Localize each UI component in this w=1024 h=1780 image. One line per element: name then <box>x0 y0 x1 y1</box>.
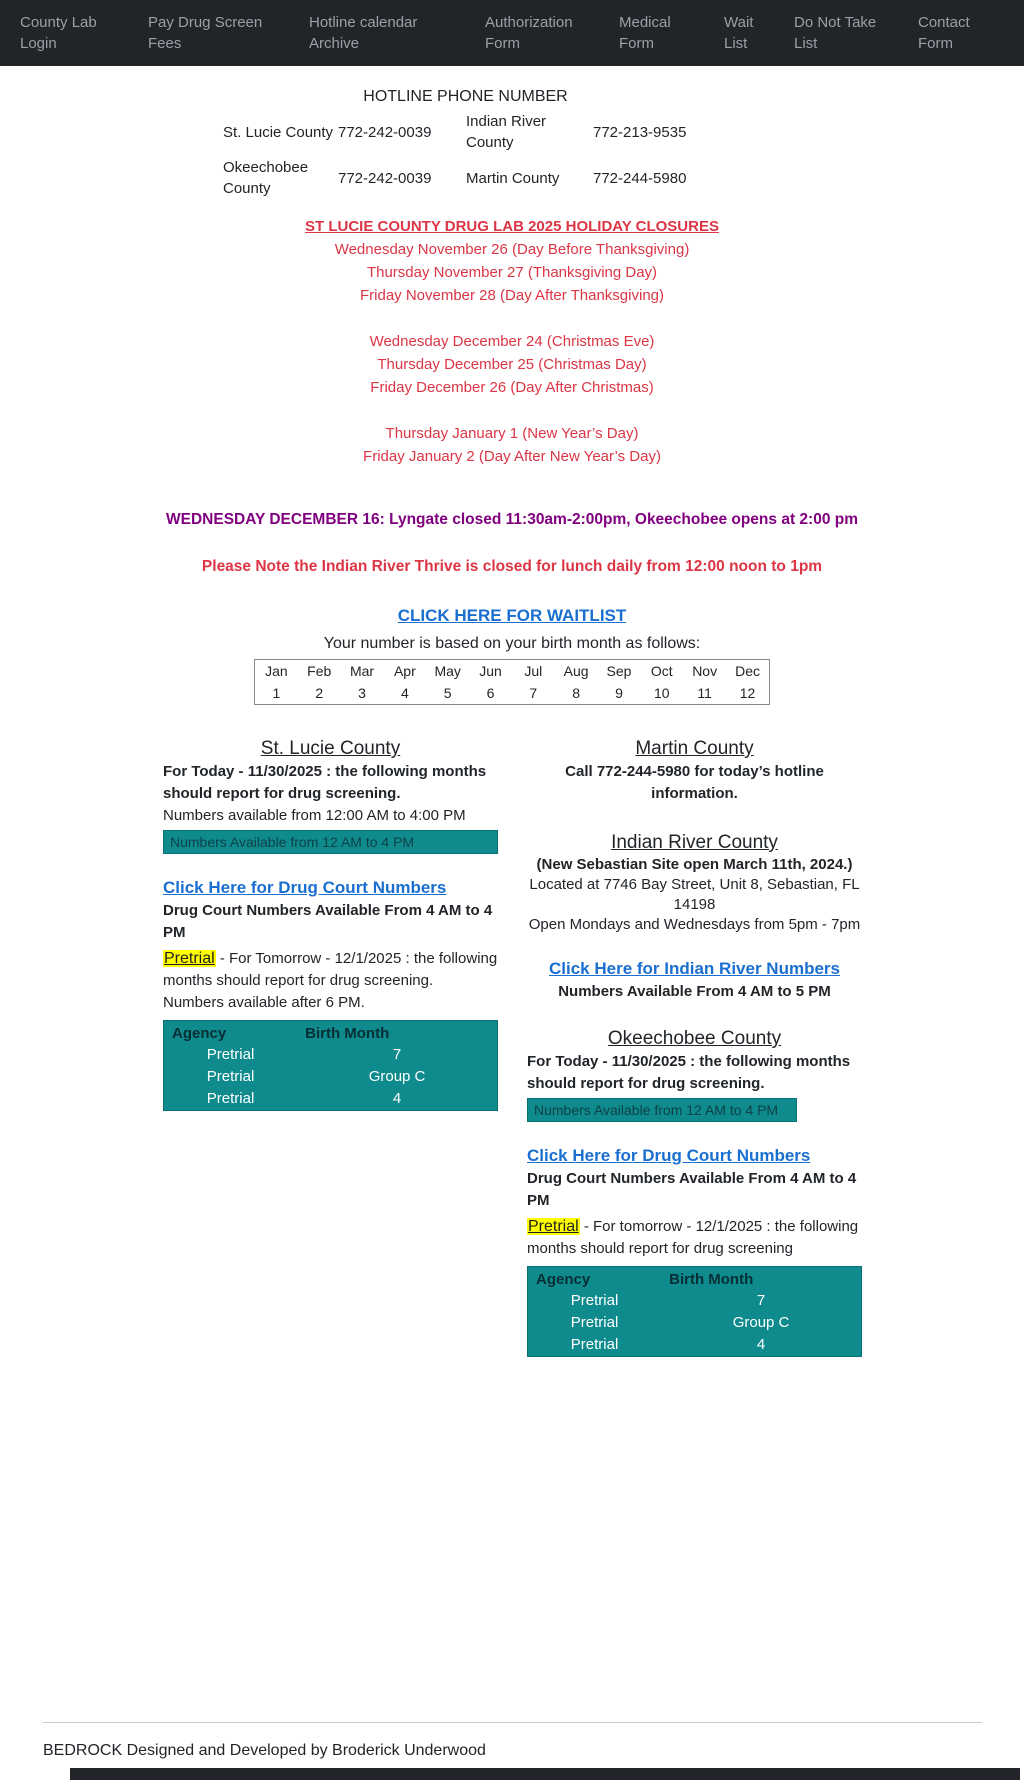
month-number: 6 <box>486 685 495 701</box>
st-lucie-pretrial-table <box>163 1020 498 1111</box>
month-number: 12 <box>739 685 756 701</box>
nav-item-medical-form[interactable]: Medical Form <box>619 14 671 52</box>
st-lucie-numbers-bar: Numbers Available from 12 AM to 4 PM <box>163 830 498 854</box>
indian-river-link-row <box>527 935 862 981</box>
birth-month-header: Birth Month <box>305 1025 390 1042</box>
month-number: 2 <box>315 685 324 701</box>
okeechobee-pretrial-table <box>527 1266 862 1357</box>
table-row <box>528 1312 862 1334</box>
table-header-row <box>164 1021 498 1045</box>
phone-number: 772-213-9535 <box>593 123 687 141</box>
month-label: Dec <box>735 663 760 679</box>
table-row <box>528 1290 862 1312</box>
county-name: Martin County <box>466 169 560 187</box>
month-number: 9 <box>615 685 623 701</box>
closure-line: Wednesday December 24 (Christmas Eve) <box>369 333 655 350</box>
birth-month-cell: Group C <box>368 1068 426 1085</box>
county-name: Indian River County <box>466 113 547 151</box>
december-16-notice: WEDNESDAY DECEMBER 16: Lyngate closed 11:30am-2:00pm, Okeechobee opens at 2:00 pm <box>166 511 858 528</box>
nav-item-authorization-form[interactable]: Authorization Form <box>485 14 573 52</box>
birth-month-header: Birth Month <box>669 1271 754 1288</box>
agency-cell: Pretrial <box>570 1292 619 1309</box>
st-lucie-drug-court-link[interactable]: Click Here for Drug Court Numbers <box>163 878 447 897</box>
table-row <box>164 1044 498 1066</box>
spacer <box>0 399 1024 422</box>
indian-river-new-site: (New Sebastian Site open March 11th, 2024.) <box>536 856 853 873</box>
pretrial-link[interactable]: Pretrial <box>528 1218 579 1235</box>
month-number: 11 <box>697 685 712 701</box>
st-lucie-drug-court-hours: Drug Court Numbers Available From 4 AM to 4 PM <box>163 902 493 941</box>
right-column <box>527 737 862 1357</box>
st-lucie-pretrial-line <box>163 948 498 992</box>
birth-month-table <box>254 659 770 705</box>
okeechobee-numbers-bar: Numbers Available from 12 AM to 4 PM <box>527 1098 797 1122</box>
indian-river-heading: Indian River County <box>611 832 778 853</box>
month-label: Sep <box>606 663 632 679</box>
indian-river-address: Located at 7746 Bay Street, Unit 8, Sebastian, FL 14198 <box>529 876 860 913</box>
agency-cell: Pretrial <box>570 1336 619 1353</box>
indian-river-available-text: Numbers Available From 4 AM to 5 PM <box>558 983 831 1000</box>
closure-line: Friday January 2 (Day After New Year’s Day) <box>363 448 661 465</box>
month-number: 7 <box>529 685 538 701</box>
st-lucie-heading: St. Lucie County <box>260 738 401 759</box>
birth-month-cell: 4 <box>756 1336 766 1353</box>
closure-line: Thursday November 27 (Thanksgiving Day) <box>366 264 658 281</box>
indian-river-numbers-link[interactable]: Click Here for Indian River Numbers <box>549 959 840 978</box>
month-number: 5 <box>443 685 452 701</box>
nav-item-pay-drug-screen-fees[interactable]: Pay Drug Screen Fees <box>148 14 263 52</box>
agency-cell: Pretrial <box>570 1314 619 1331</box>
agency-cell: Pretrial <box>206 1046 255 1063</box>
top-nav-bar <box>0 0 1024 66</box>
okeechobee-drug-court-hours: Drug Court Numbers Available From 4 AM to 4 PM <box>527 1170 857 1209</box>
waitlist-link[interactable]: CLICK HERE FOR WAITLIST <box>397 606 627 625</box>
month-label: May <box>434 663 461 679</box>
lunch-closure-notice: Please Note the Indian River Thrive is closed for lunch daily from 12:00 noon to 1pm <box>201 558 823 575</box>
waitlist-link-row <box>0 604 1024 629</box>
month-label: Mar <box>349 663 375 679</box>
agency-header: Agency <box>536 1271 591 1288</box>
okeechobee-drug-court-link[interactable]: Click Here for Drug Court Numbers <box>527 1146 811 1165</box>
spacer <box>0 307 1024 330</box>
footer-divider <box>43 1722 982 1723</box>
closure-line: Friday November 28 (Day After Thanksgiving) <box>359 287 664 304</box>
table-row <box>255 682 770 705</box>
month-label: Oct <box>650 663 673 679</box>
agency-header: Agency <box>172 1025 227 1042</box>
holiday-closures-title: ST LUCIE COUNTY DRUG LAB 2025 HOLIDAY CLOSURES <box>305 218 719 235</box>
month-label: Nov <box>692 663 718 679</box>
holiday-closures-section <box>0 215 1024 468</box>
okeechobee-today-text: For Today - 11/30/2025 : the following months should report for drug screening. <box>527 1053 851 1092</box>
hotline-phone-title: HOTLINE PHONE NUMBER <box>363 88 568 105</box>
month-number: 4 <box>400 685 409 701</box>
month-label: Jul <box>524 663 543 679</box>
table-row <box>223 109 708 155</box>
month-label: Jan <box>265 663 288 679</box>
county-name: Okeechobee County <box>223 159 309 197</box>
birth-month-cell: Group C <box>732 1314 790 1331</box>
month-number: 8 <box>572 685 581 701</box>
hotline-phone-table <box>223 109 708 201</box>
county-name: St. Lucie County <box>223 123 334 141</box>
indian-river-info-block <box>527 855 862 935</box>
month-label: Aug <box>563 663 589 679</box>
table-row <box>164 1066 498 1088</box>
table-row <box>223 155 708 201</box>
martin-info-text: Call 772-244-5980 for today’s hotline information. <box>565 763 824 802</box>
nav-item-do-not-take-list[interactable]: Do Not Take List <box>794 14 877 52</box>
county-columns <box>163 737 863 1357</box>
month-number: 3 <box>358 685 366 701</box>
footer-credit: BEDROCK Designed and Developed by Broderick Underwood <box>43 1742 486 1759</box>
st-lucie-today-text: For Today - 11/30/2025 : the following months should report for drug screening. <box>163 763 487 802</box>
nav-item-county-lab-login[interactable]: County Lab Login <box>20 14 97 52</box>
pretrial-link[interactable]: Pretrial <box>164 950 215 967</box>
st-lucie-after-text: Numbers available after 6 PM. <box>163 994 365 1011</box>
phone-number: 772-242-0039 <box>338 123 432 141</box>
birth-month-cell: 7 <box>756 1292 766 1309</box>
birth-month-cell: 4 <box>392 1090 402 1107</box>
table-row <box>255 660 770 683</box>
table-row <box>164 1088 498 1111</box>
birth-month-cell: 7 <box>392 1046 402 1063</box>
phone-number: 772-242-0039 <box>338 169 432 187</box>
closure-line: Thursday December 25 (Christmas Day) <box>377 356 647 373</box>
agency-cell: Pretrial <box>206 1068 255 1085</box>
st-lucie-available-text: Numbers available from 12:00 AM to 4:00 PM <box>163 807 466 824</box>
agency-cell: Pretrial <box>206 1090 255 1107</box>
nav-item-wait-list[interactable]: Wait List <box>724 14 754 52</box>
nav-item-contact-form[interactable]: Contact Form <box>918 14 970 52</box>
indian-river-hours: Open Mondays and Wednesdays from 5pm - 7pm <box>528 916 861 933</box>
phone-number: 772-244-5980 <box>593 169 687 187</box>
okeechobee-pretrial-line <box>527 1216 862 1260</box>
closure-line: Wednesday November 26 (Day Before Thanksgiving) <box>334 241 690 258</box>
okeechobee-heading: Okeechobee County <box>607 1028 782 1049</box>
month-number: 1 <box>272 685 281 701</box>
pretrial-text: - For tomorrow - 12/1/2025 : the following months should report for drug screening <box>527 1218 859 1257</box>
month-label: Feb <box>307 663 332 679</box>
month-label: Jun <box>479 663 502 679</box>
closure-line: Thursday January 1 (New Year’s Day) <box>385 425 639 442</box>
closure-line: Friday December 26 (Day After Christmas) <box>370 379 654 396</box>
table-row <box>528 1334 862 1357</box>
martin-heading: Martin County <box>635 738 754 759</box>
birth-month-intro: Your number is based on your birth month as follows: <box>323 635 701 652</box>
st-lucie-column <box>163 737 498 1111</box>
pretrial-text: - For Tomorrow - 12/1/2025 : the following months should report for drug screening. <box>163 950 498 989</box>
month-label: Apr <box>393 663 416 679</box>
month-number: 10 <box>654 685 670 701</box>
nav-item-hotline-calendar-archive[interactable]: Hotline calendar Archive <box>309 14 418 52</box>
bottom-dark-bar <box>70 1768 1020 1780</box>
table-header-row <box>528 1267 862 1291</box>
